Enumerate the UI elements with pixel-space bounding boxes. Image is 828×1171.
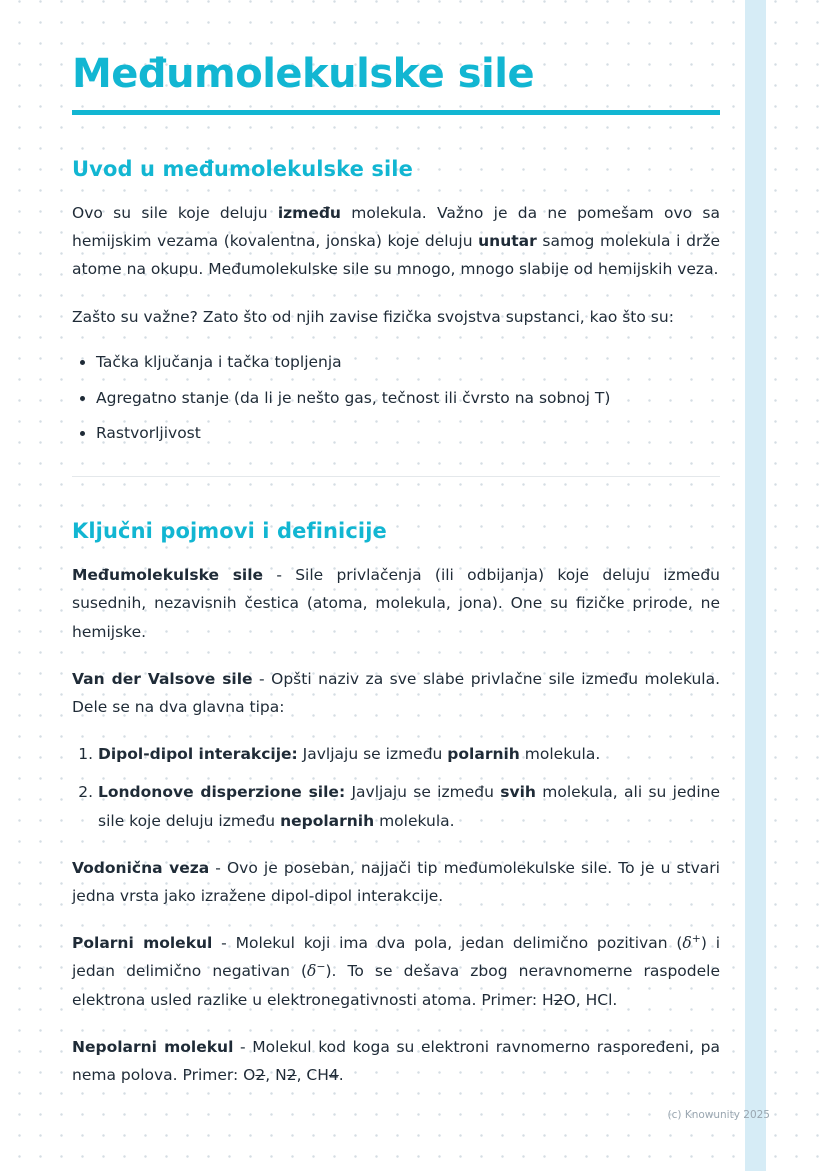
numbered-item: 2. Londonove disperzione sile: Javljaju se između svih molekula, ali su jedine sile koje deluju između nepolarnih molekula. — [98, 778, 720, 834]
footer-credit: (c) Knowunity 2025 — [667, 1109, 770, 1121]
term-paragraph-intermolecular: Međumolekulske sile - Sile privlačenja (ili odbijanja) koje deluju između susednih, nezavisnih čestica (atoma, molekula, jona). One su fizičke prirode, ne hemijske. — [72, 566, 720, 641]
bullet-item: • Agregatno stanje (da li je nešto gas, tečnost ili čvrsto na sobnoj T) — [96, 386, 720, 411]
page-title: Međumolekulske sile — [72, 51, 535, 97]
bullet-item: • Rastvorljivost — [96, 421, 720, 446]
page-content — [72, 52, 720, 1108]
bullet-list — [78, 350, 720, 446]
intro-paragraph-1: Ovo su sile koje deluju između molekula. Važno je da ne pomešam ovo sa hemijskim vezama (kovalentna, jonska) koje deluju unutar samog molekula i drže atome na okupu. Međumolekulske sile su mnogo, mnogo slabije od hemijskih veza. — [72, 204, 721, 279]
bullet-item: • Tačka ključanja i tačka topljenja — [96, 350, 720, 375]
term-paragraph-nonpolar: Nepolarni molekul - Molekul kod koga su elektroni ravnomerno raspoređeni, pa nema polova. Primer: O2, N2, CH4. — [72, 1037, 721, 1085]
numbered-item: 1. Dipol-dipol interakcije: Javljaju se između polarnih molekula. — [98, 740, 720, 768]
term-paragraph-polar: Polarni molekul - Molekul koji ima dva pola, jedan delimično pozitivan (δ+) i jedan delimično negativan (δ−). To se dešava zbog neravnomerne raspodele elektrona usled razlike u elektronegativnosti atoma. Primer: H2O, HCl. — [72, 932, 721, 1009]
section-divider — [72, 476, 720, 477]
term-paragraph-hydrogen-bond: Vodonična veza - Ovo je poseban, najjači tip međumolekulske sile. To je u stvari jedna vrsta jako izražene dipol-dipol interakcije. — [72, 858, 720, 906]
numbered-list — [72, 740, 720, 835]
term-paragraph-vanderwaals: Van der Valsove sile - Opšti naziv za sve slabe privlačne sile između molekula. Dele se na dva glavna tipa: — [72, 669, 721, 717]
section-heading-intro: Uvod u međumolekulske sile — [72, 157, 413, 181]
section-heading-terms: Ključni pojmovi i definicije — [72, 519, 387, 544]
right-margin-stripe — [745, 0, 766, 1171]
intro-paragraph-2: Zašto su važne? Zato što od njih zavise fizička svojstva supstanci, kao što su: — [72, 307, 674, 326]
title-underline — [72, 110, 720, 115]
